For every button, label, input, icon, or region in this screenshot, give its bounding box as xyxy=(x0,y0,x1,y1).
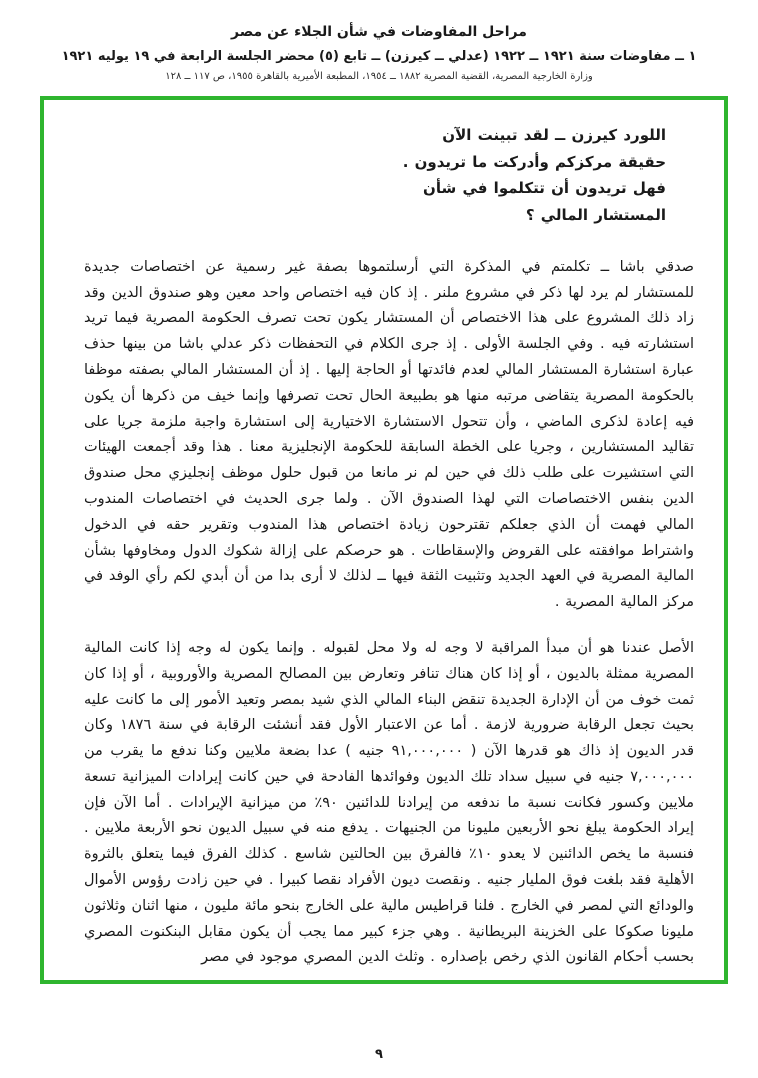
paragraph-sedky-pasha: صدقي باشا ــ تكلمتم في المذكرة التي أرسلتموها بصفة غير رسمية عن اختصاصات جديدة للمستشار لم يرد لها ذكر في مشروع ملنر . إذ كان فيه اختصاص واحد معين وهو صندوق الدين وقد زاد ذلك المشروع على هذا الاختصاص أن المستشار يكون تحت تصرف الحكومة المصرية فيما تريد استشارته فيه . وفي الجلسة الأولى . إذ جرى الكلام في التحفظات ذكر عدلي باشا من بينها حذف عبارة استشارة المستشار المالي لعدم فائدتها أو الحاجة إليها . إذ أن المستشار المالي بصفته موظفا بالحكومة المصرية يتقاضى مرتبه منها هو بطبيعة الحال تحت تصرفها وإنما خيف من ذكرها أن يكون فيه إعادة لذكرى الماضي ، وأن تتحول الاستشارة الاختيارية إلى استشارة واجبة ملزمة جريا على تقاليد المستشارين ، وجريا على الخطة السابقة للحكومة الإنجليزية معنا . هذا وقد أجمعت الهيئات التي استشيرت على طلب ذلك في حين لم نر مانعا من قبول حلول موظف إنجليزي محل صندوق الدين بنفس الاختصاصات التي لهذا الصندوق الآن . ولما جرى الحديث في اختصاصات المندوب المالي فهمت أن الذي جعلكم تقترحون زيادة اختصاص هذا المندوب وتقرير حقه في الدخول واشتراط موافقته على القروض والإسقاطات . هو حرصكم على إزالة شكوك الدول ومخاوفها بشأن المالية المصرية في العهد الجديد وتثبيت الثقة فيها ــ لذلك لا أرى بدا من أن أبدي لكم رأي الوفد في مركز المالية المصرية . xyxy=(84,258,694,611)
page-footer xyxy=(0,1047,758,1062)
page-title: مراحل المفاوضات في شأن الجلاء عن مصر xyxy=(231,24,527,40)
page-number: ٩ xyxy=(375,1047,383,1062)
paragraph-financial-argument: الأصل عندنا هو أن مبدأ المراقبة لا وجه له ولا محل لقبوله . وإنما يكون له وجه إذا كانت المالية المصرية ممثلة بالديون ، أو إذا كان هناك تنافر وتعارض بين المصالح المصرية والأوروبية ، أو إذا كان ثمت خوف من أن الإدارة الجديدة تنقض البناء المالي الذي شيد بمصر وتعيد الأمور إلى ما كانت عليه بحيث تجعل الرقابة ضرورية لازمة . أما عن الاعتبار الأول فقد أنشئت الرقابة في سنة ١٨٧٦ وكان قدر الديون إذ ذاك هو قدرها الآن ( ٩١,٠٠٠,٠٠٠ جنيه ) عدا بضعة ملايين وكنا ندفع ما يقرب من ٧,٠٠٠,٠٠٠ جنيه في سبيل سداد تلك الديون وفوائدها الفادحة في حين كانت إيرادات الميزانية تسعة ملايين وكسور فكانت نسبة ما ندفعه من إيرادنا للدائنين ٩٠٪ من ميزانية الإيرادات . أما الآن فإن إيراد الحكومة يبلغ نحو الأربعين مليونا من الجنيهات . يدفع منه في سبيل الديون نحو الأربعة ملايين . فنسبة ما يخص الدائنين لا يعدو ١٠٪ فالفرق بين الحالتين شاسع . كذلك الفرق فيما يتعلق بالثروة الأهلية فقد بلغت فوق المليار جنيه . ونقصت ديون الأفراد نقصا كبيرا . في حين زادت رؤوس الأموال والودائع التي لمصر في الخارج . فلنا قراطيس مالية على الخارج بنحو مائة مليون ، منها اثنان وثلاثون مليونا صكوكا على الخزينة البريطانية . وهي جزء كبير مما يجب أن يكون مقابل البنكنوت المصري بحسب أحكام القانون الذي رخص بإصداره . وثلث الدين المصري موجود في مصر xyxy=(84,639,694,966)
section-heading: ١ ــ مفاوضات سنة ١٩٢١ ــ ١٩٢٢ (عدلي ــ كيرزن) ــ تابع (٥) محضر الجلسة الرابعة في ١٩ يوليه ١٩٢١ xyxy=(61,49,697,64)
paragraph-lord-curzon: اللورد كيرزن ــ لقد تبينت الآن حقيقة مركزكم وأدركت ما تريدون . فهل تريدون أن تتكلموا في شأن المستشار المالي ؟ xyxy=(402,126,666,225)
document-header xyxy=(0,0,758,82)
source-citation: وزارة الخارجية المصرية، القضية المصرية ١٨٨٢ ــ ١٩٥٤، المطبعة الأميرية بالقاهرة ١٩٥٥، ص ١١٧ ــ ١٢٨ xyxy=(165,71,593,82)
highlighted-text-box xyxy=(40,96,728,984)
